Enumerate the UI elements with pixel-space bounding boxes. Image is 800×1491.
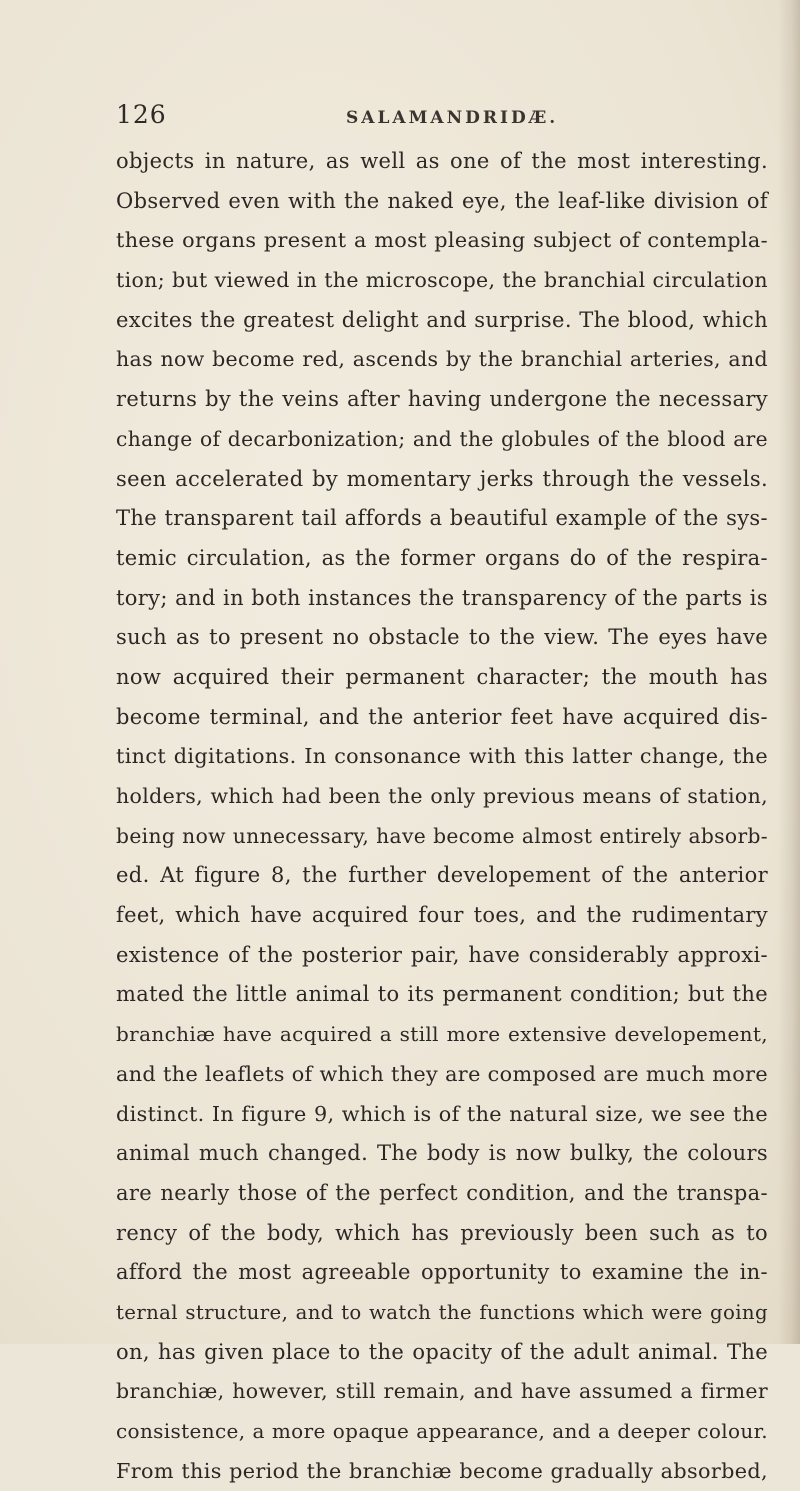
- text-line: being now unnecessary, have become almost entirely absorb-: [116, 823, 768, 848]
- text-line: become terminal, and the anterior feet have acquired dis-: [116, 704, 768, 729]
- text-line: these organs present a most pleasing subject of contempla-: [116, 228, 768, 253]
- text-line: rency of the body, which has previously been such as to: [116, 1220, 768, 1245]
- text-line: change of decarbonization; and the globules of the blood are: [116, 426, 768, 451]
- text-line: Observed even with the naked eye, the leaf-like division of: [116, 188, 768, 213]
- text-line: consistence, a more opaque appearance, and a deeper colour.: [116, 1419, 768, 1443]
- text-line: feet, which have acquired four toes, and the rudimentary: [116, 903, 768, 928]
- text-line: mated the little animal to its permanent condition; but the: [116, 982, 768, 1007]
- text-line: excites the greatest delight and surprise. The blood, which: [116, 307, 768, 332]
- text-line: such as to present no obstacle to the view. The eyes have: [116, 625, 768, 650]
- text-line: now acquired their permanent character; the mouth has: [116, 664, 768, 689]
- text-line: branchiæ, however, still remain, and have assumed a firmer: [116, 1379, 768, 1404]
- text-line: holders, which had been the only previous means of station,: [116, 784, 768, 808]
- text-line: ternal structure, and to watch the functions which were going: [116, 1300, 768, 1324]
- text-line: afford the most agreeable opportunity to examine the in-: [116, 1260, 768, 1285]
- text-line: seen accelerated by momentary jerks through the vessels.: [116, 466, 768, 491]
- text-line: on, has given place to the opacity of the adult animal. The: [116, 1339, 768, 1364]
- text-line: From this period the branchiæ become gradually absorbed,: [116, 1458, 768, 1483]
- text-line: returns by the veins after having undergone the necessary: [116, 387, 768, 412]
- text-line: The transparent tail affords a beautiful example of the sys-: [116, 506, 768, 531]
- page-edge-shadow: [778, 0, 800, 1344]
- text-line: ed. At figure 8, the further developement of the anterior: [116, 863, 768, 888]
- text-line: temic circulation, as the former organs do of the respira-: [116, 545, 768, 570]
- text-line: and the leaflets of which they are composed are much more: [116, 1061, 768, 1086]
- text-line: tory; and in both instances the transparency of the parts is: [116, 585, 768, 610]
- text-line: tion; but viewed in the microscope, the branchial circulation: [116, 268, 768, 293]
- text-line: branchiæ have acquired a still more extensive developement,: [116, 1022, 768, 1047]
- body-text: [116, 142, 768, 1491]
- page-header: [116, 100, 766, 140]
- text-line: distinct. In figure 9, which is of the natural size, we see the: [116, 1101, 768, 1126]
- text-line: objects in nature, as well as one of the most interesting.: [116, 149, 768, 173]
- text-line: animal much changed. The body is now bulky, the colours: [116, 1141, 768, 1166]
- text-line: has now become red, ascends by the branchial arteries, and: [116, 347, 768, 372]
- running-head: SALAMANDRIDÆ.: [346, 108, 559, 128]
- text-line: tinct digitations. In consonance with this latter change, the: [116, 744, 768, 769]
- page-number: 126: [116, 100, 167, 129]
- text-line: are nearly those of the perfect condition, and the transpa-: [116, 1180, 768, 1205]
- text-line: existence of the posterior pair, have considerably approxi-: [116, 942, 768, 967]
